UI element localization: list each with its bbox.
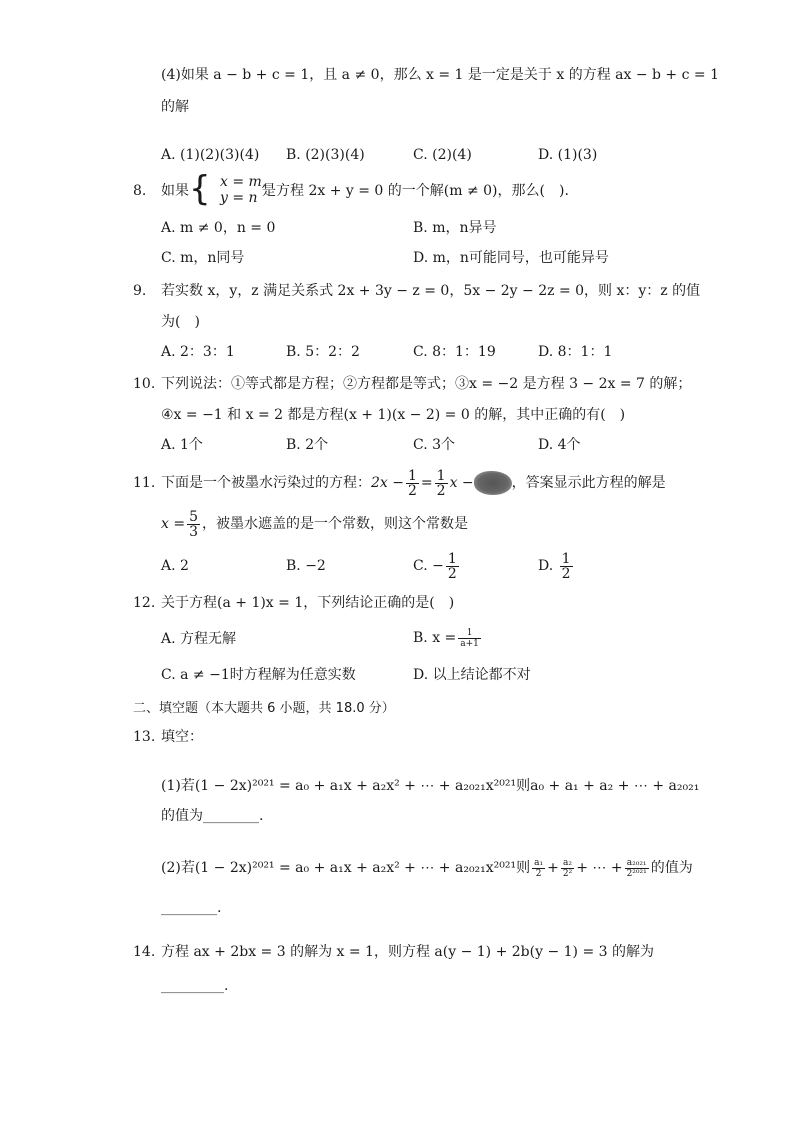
q11-option-c-frac: $\frac{1}{2}$ <box>447 550 457 582</box>
q9-line2: 为( ) <box>161 314 200 330</box>
ink-blot-icon <box>474 471 512 495</box>
q13-number: 13. <box>133 729 156 745</box>
q11-line2 <box>161 507 468 541</box>
q11-post: ，答案显示此方程的解是 <box>511 475 666 491</box>
q12-option-b[interactable]: B. x = $\frac{1}{a+1}$ <box>413 627 479 649</box>
q10-option-d[interactable]: D. 4个 <box>538 437 581 453</box>
q7-item4-line2: 的解 <box>161 99 189 115</box>
q11-eq-b: = <box>420 475 433 491</box>
q10-option-a[interactable]: A. 1个 <box>161 437 203 453</box>
q11-line1 <box>161 466 666 500</box>
q9-option-a[interactable]: A. 2：3：1 <box>161 344 235 360</box>
q7-item4-line1: (4)如果 a − b + c = 1，且 a ≠ 0，那么 x = 1 是一定是关于 x 的方程 ax − b + c = 1 <box>161 67 719 83</box>
q12-stem: 关于方程(a + 1)x = 1，下列结论正确的是( ) <box>161 595 455 611</box>
q9-option-c[interactable]: C. 8：1：19 <box>413 344 496 360</box>
q8-option-b[interactable]: B. m，n异号 <box>413 220 497 236</box>
q9-line1: 若实数 x，y，z 满足关系式 2x + 3y − z = 0，5x − 2y − 2z = 0，则 x：y：z 的值 <box>161 283 701 299</box>
q13-part2-line2: ________. <box>161 900 222 916</box>
q13-frac3: $\frac{\text{a₂₀₂₁}}{\text{2²⁰²¹}}$ <box>626 857 647 879</box>
q13-part2-line1: (2)若(1 − 2x)²⁰²¹ = a₀ + a₁x + a₂x² + ⋯ + a₂₀₂₁x²⁰²¹则 $\frac{\text{a₁}}{2}$ + $\frac{\text{a₂}}{\text{2²}}$ + ⋯ + $\frac{\text{a₂₀₂₁}}{\text{2²⁰²¹}}$ 的值为 <box>161 857 693 879</box>
q11-l2-post: ，被墨水遮盖的是一个常数，则这个常数是 <box>202 516 468 532</box>
q13-part1-line2: 的值为________. <box>161 808 264 824</box>
q10-number: 10. <box>133 376 156 392</box>
q12-option-a[interactable]: A. 方程无解 <box>161 631 237 647</box>
q11-option-b[interactable]: B. −2 <box>286 558 326 574</box>
q11-option-d[interactable]: D. $\frac{1}{2}$ <box>538 550 571 582</box>
q11-eq-c: x − <box>449 475 474 491</box>
q8-option-c[interactable]: C. m，n同号 <box>161 250 245 266</box>
q13-frac1: $\frac{\text{a₁}}{2}$ <box>534 857 544 879</box>
q11-l2-pre: x = <box>161 516 186 532</box>
q11-eq-a: 2x − <box>371 475 404 491</box>
q10-option-b[interactable]: B. 2个 <box>286 437 329 453</box>
q10-line1: 下列说法：①等式都是方程；②方程都是等式；③x = −2 是方程 3 − 2x = 7 的解； <box>161 376 692 392</box>
q7-option-b[interactable]: B. (2)(3)(4) <box>286 147 365 163</box>
q13-stem: 填空： <box>161 729 203 745</box>
q11-frac3: $\frac{5}{3}$ <box>189 508 198 540</box>
q11-pre: 下面是一个被墨水污染过的方程： <box>161 475 371 491</box>
q14-number: 14. <box>133 944 156 960</box>
q11-number: 11. <box>133 475 156 491</box>
q14-line1: 方程 ax + 2bx = 3 的解为 x = 1，则方程 a(y − 1) + 2b(y − 1) = 3 的解为 <box>161 944 654 960</box>
q9-option-d[interactable]: D. 8：1：1 <box>538 344 613 360</box>
q7-option-c[interactable]: C. (2)(4) <box>413 147 472 163</box>
q8-option-a[interactable]: A. m ≠ 0，n = 0 <box>161 220 276 236</box>
q12-option-b-frac: $\frac{1}{a+1}$ <box>460 627 479 649</box>
q9-option-b[interactable]: B. 5：2：2 <box>286 344 360 360</box>
q8-system-eq2: y = n <box>220 190 258 206</box>
q11-option-d-frac: $\frac{1}{2}$ <box>561 550 571 582</box>
q10-option-c[interactable]: C. 3个 <box>413 437 456 453</box>
q11-frac2: $\frac{1}{2}$ <box>436 467 446 499</box>
system-brace: { <box>189 169 211 209</box>
q11-option-a[interactable]: A. 2 <box>161 558 189 574</box>
q10-line2: ④x = −1 和 x = 2 都是方程(x + 1)(x − 2) = 0 的解，其中正确的有( ) <box>161 407 626 423</box>
q13-frac2: $\frac{\text{a₂}}{\text{2²}}$ <box>562 857 573 879</box>
q8-option-d[interactable]: D. m，n可能同号，也可能异号 <box>413 250 609 266</box>
q8-number: 8. <box>133 183 147 199</box>
section-title-fill-in: 二、填空题（本大题共 6 小题，共 18.0 分） <box>133 701 395 716</box>
q12-option-d[interactable]: D. 以上结论都不对 <box>413 667 531 683</box>
q7-option-d[interactable]: D. (1)(3) <box>538 147 598 163</box>
q12-option-c[interactable]: C. a ≠ −1时方程解为任意实数 <box>161 667 356 683</box>
q13-part1-line1: (1)若(1 − 2x)²⁰²¹ = a₀ + a₁x + a₂x² + ⋯ + a₂₀₂₁x²⁰²¹则a₀ + a₁ + a₂ + ⋯ + a₂₀₂₁ <box>161 778 700 794</box>
q9-number: 9. <box>133 283 147 299</box>
q11-frac1: $\frac{1}{2}$ <box>407 467 417 499</box>
q8-system-eq1: x = m, <box>220 174 267 190</box>
q14-line2: _________. <box>161 978 229 994</box>
q12-number: 12. <box>133 595 156 611</box>
q8-post: 是方程 2x + y = 0 的一个解(m ≠ 0)，那么( ). <box>262 183 569 199</box>
q7-option-a[interactable]: A. (1)(2)(3)(4) <box>161 147 260 163</box>
q11-option-c[interactable]: C. − $\frac{1}{2}$ <box>413 550 457 582</box>
q8-pre: 如果 <box>161 183 189 199</box>
